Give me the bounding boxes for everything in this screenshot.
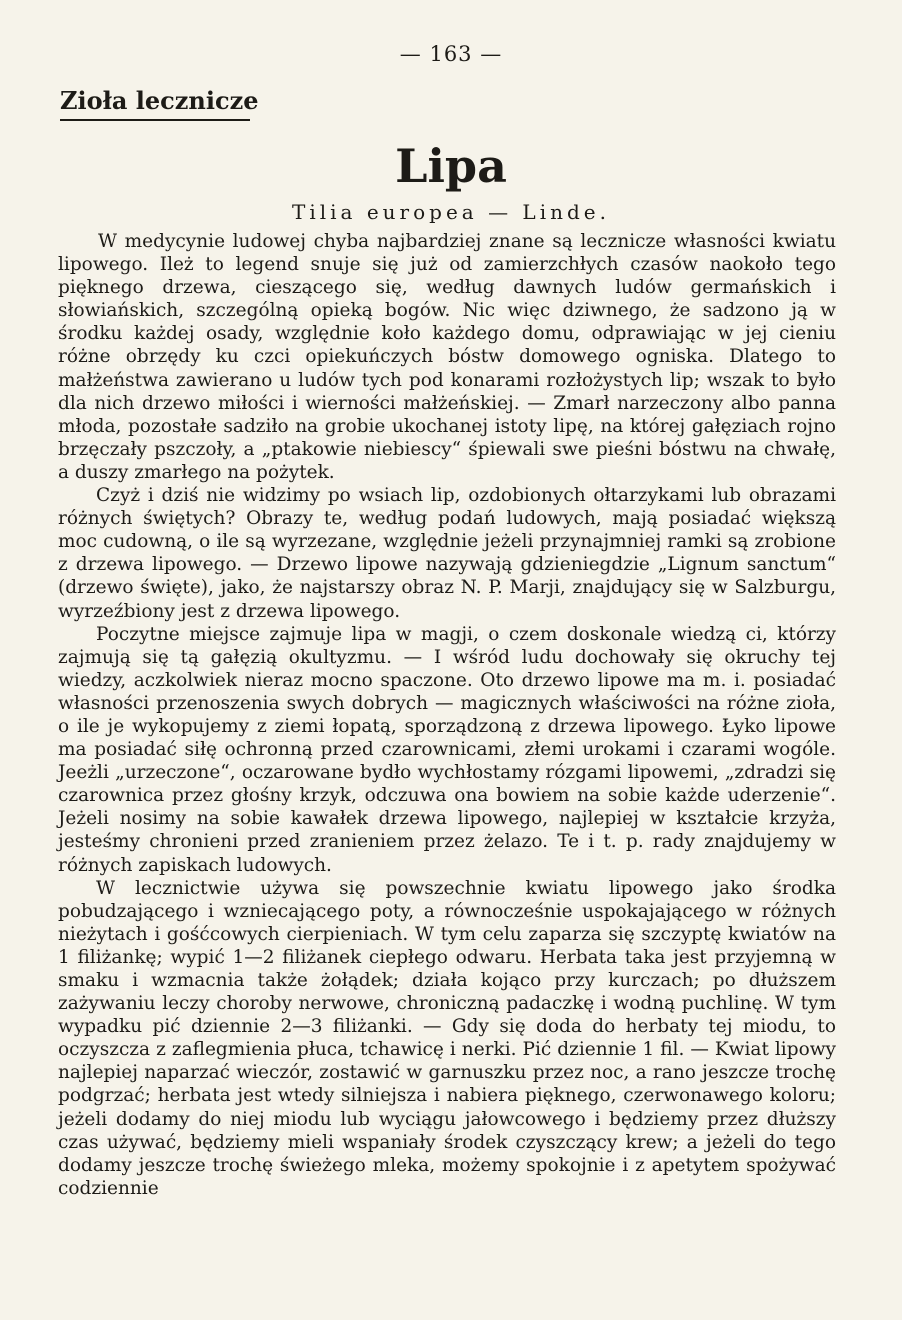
paragraph: W lecznictwie używa się powszechnie kwiatu lipowego jako środka pobudzającego i wzniecającego poty, a równocześnie uspokajającego w różnych nieżytach i gośćcowych cierpieniach. W tym celu zaparza się szczyptę kwiatów na 1 filiżankę; wypić 1—2 filiżanek ciepłego odwaru. Herbata taka jest przyjemną w smaku i wzmacnia także żołądek; działa kojąco przy kurczach; po dłuższem zażywaniu leczy choroby nerwowe, chroniczną padaczkę i wodną puchlinę. W tym wypadku pić dziennie 2—3 filiżanki. — Gdy się doda do herbaty tej miodu, to oczyszcza z zaflegmienia płuca, tchawicę i nerki. Pić dziennie 1 fil. — Kwiat lipowy najlepiej naparzać wieczór, zostawić w garnuszku przez noc, a rano jeszcze trochę podgrzać; herbata jest wtedy silniejsza i nabiera pięknego, czerwonawego koloru; jeżeli dodamy do niej miodu lub wyciągu jałowcowego i będziemy przez dłuższy czas używać, będziemy mieli wspaniały środek czyszczący krew; a jeżeli do tego dodamy jeszcze trochę świeżego mleka, możemy spokojnie i z apetytem spożywać codziennie bbox=[58, 877, 836, 1199]
paragraph: Poczytne miejsce zajmuje lipa w magji, o czem doskonale wiedzą ci, którzy zajmują się tą gałęzią okultyzmu. — I wśród ludu dochowały się okruchy tej wiedzy, aczkolwiek nieraz mocno spaczone. Oto drzewo lipowe ma m. i. posiadać własności przenoszenia swych dobrych — magicznych właściwości na różne zioła, o ile je wykopujemy z ziemi łopatą, sporządzoną z drzewa lipowego. Łyko lipowe ma posiadać siłę ochronną przed czarownicami, złemi urokami i czarami wogóle. Jeeżli „urzeczone“, oczarowane bydło wychłostamy rózgami lipowemi, „zdradzi się czarownica przez głośny krzyk, odczuwa ona bowiem na sobie każde uderzenie“. Jeżeli nosimy na sobie kawałek drzewa lipowego, najlepiej w kształcie krzyża, jesteśmy chronieni przed zranieniem przez żelazo. Te i t. p. rady znajdujemy w różnych zapiskach ludowych. bbox=[58, 623, 836, 876]
paragraph: Czyż i dziś nie widzimy po wsiach lip, ozdobionych ołtarzykami lub obrazami różnych świętych? Obrazy te, według podań ludowych, mają posiadać większą moc cudowną, o ile są wyrzezane, względnie jeżeli przynajmniej ramki są zrobione z drzewa lipowego. — Drzewo lipowe nazywają gdzieniegdzie „Lignum sanctum“ (drzewo święte), jako, że najstarszy obraz N. P. Marji, znajdujący się w Salzburgu, wyrzeźbiony jest z drzewa lipowego. bbox=[58, 485, 836, 622]
body-text bbox=[58, 230, 836, 1200]
paragraph: W medycynie ludowej chyba najbardziej znane są lecznicze własności kwiatu lipowego. Ileż to legend snuje się już od zamierzchłych czasów naokoło tego pięknego drzewa, cieszącego się, według dawnych ludów germańskich i słowiańskich, szczególną opieką bogów. Nic więc dziwnego, że sadzono ją w środku każdej osady, względnie koło każdego domu, odprawiając w jej cieniu różne obrzędy ku czci opiekuńczych bóstw domowego ogniska. Dlatego to małżeństwa zawierano u ludów tych pod konarami rozłożystych lip; wszak to było dla nich drzewo miłości i wierności małżeńskiej. — Zmarł narzeczony albo panna młoda, pozostałe sadziło na grobie ukochanej istoty lipę, na której gałęziach rojno brzęczały pszczoły, a „ptakowie niebiescy“ śpiewali swe pieśni bóstwu na chwałę, a duszy zmarłego na pożytek. bbox=[58, 231, 836, 483]
section-heading: Zioła lecznicze bbox=[60, 86, 250, 121]
article-title: Lipa bbox=[395, 139, 507, 193]
page-number: — 163 — bbox=[399, 42, 503, 66]
latin-name-subtitle: Tilia europea — Linde. bbox=[292, 200, 610, 224]
